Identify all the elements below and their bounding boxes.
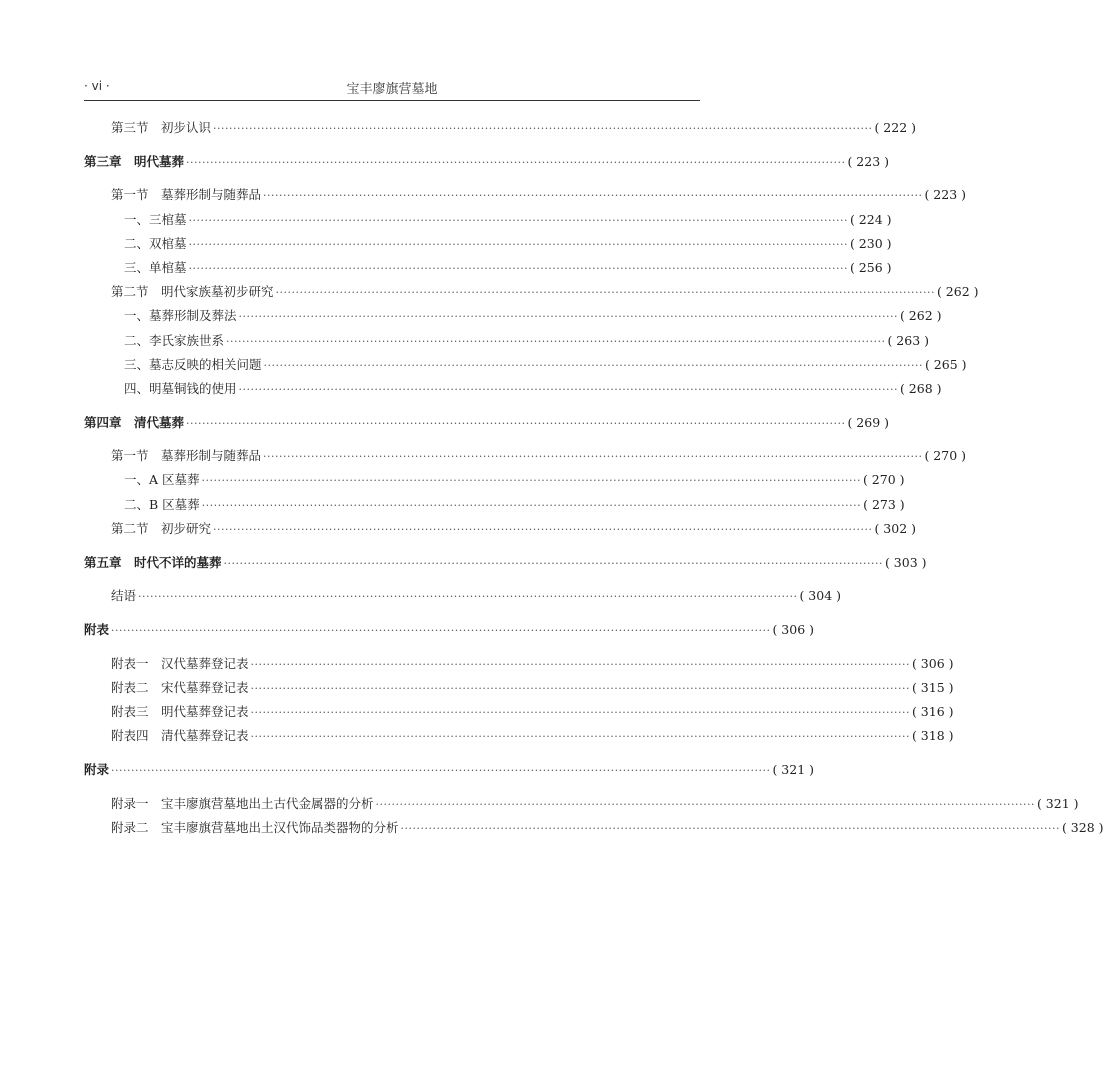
toc-page: ( 224 ) [849,211,892,227]
toc-entry[interactable] [84,256,892,280]
dot-leader: ····································································································································································· [263,450,923,464]
dot-leader: ····································································································································································· [201,498,862,512]
toc-page: ( 262 ) [936,284,979,300]
running-header [84,76,700,101]
toc-entry[interactable] [84,700,954,724]
dot-leader: ····································································································································································· [111,623,771,637]
toc-chapter[interactable] [84,758,815,782]
toc-page: ( 303 ) [884,554,927,570]
dot-leader: ····································································································································································· [188,261,848,275]
toc-label: 附录 [84,761,110,777]
toc-page: ( 328 ) [1061,819,1104,835]
toc-page: ( 321 ) [772,761,815,777]
toc-label: 第三节 初步认识 [111,120,212,135]
toc-entry[interactable] [84,652,954,676]
toc-label: 第二节 明代家族墓初步研究 [111,284,274,300]
toc-entry[interactable] [84,183,967,207]
dot-leader: ····································································································································································· [213,522,873,536]
dot-leader: ····································································································································································· [213,122,873,135]
toc-entry[interactable] [84,329,930,353]
dot-leader: ····································································································································································· [223,556,883,570]
toc-label: 二、李氏家族世系 [124,332,225,348]
dot-leader: ····································································································································································· [375,797,1035,811]
toc-page: ( 304 ) [799,588,842,604]
toc-page: ( 273 ) [863,496,905,512]
dot-leader: ····································································································································································· [400,821,1060,835]
toc-entry[interactable] [84,493,905,517]
toc-page: ( 270 ) [862,472,905,488]
toc-page: ( 268 ) [899,380,942,396]
running-title: 宝丰廖旗营墓地 [346,82,438,97]
toc-label: 附表四 清代墓葬登记表 [111,728,249,744]
toc-label: 四、明墓铜钱的使用 [124,380,237,396]
toc-page: ( 302 ) [874,520,917,536]
toc-entry[interactable] [84,724,954,748]
toc-page: ( 306 ) [772,621,815,637]
toc-page: ( 256 ) [849,259,892,275]
toc-entry[interactable] [84,444,967,468]
dot-leader: ····································································································································································· [188,213,848,227]
dot-leader: ····································································································································································· [275,286,935,300]
toc-chapter[interactable] [84,551,927,575]
toc-label: 附录一 宝丰廖旗营墓地出土古代金属器的分析 [111,795,374,811]
dot-leader: ····································································································································································· [201,474,861,488]
table-of-contents [84,116,1104,840]
toc-label: 附录二 宝丰廖旗营墓地出土汉代饰品类器物的分析 [111,819,399,835]
toc-label: 第一节 墓葬形制与随葬品 [111,448,262,464]
toc-label: 附表一 汉代墓葬登记表 [111,655,249,671]
toc-label: 一、A 区墓葬 [124,472,200,488]
dot-leader: ····································································································································································· [188,237,848,251]
toc-entry[interactable] [84,676,954,700]
toc-page: ( 262 ) [899,308,942,324]
toc-label: 附表二 宋代墓葬登记表 [111,679,249,695]
toc-label: 第五章 时代不详的墓葬 [84,554,222,570]
toc-page: ( 230 ) [849,235,892,251]
toc-page: ( 316 ) [911,703,954,719]
dot-leader: ····································································································································································· [186,416,846,430]
toc-page: ( 223 ) [847,153,890,169]
toc-label: 第一节 墓葬形制与随葬品 [111,187,262,203]
toc-page: ( 321 ) [1036,795,1079,811]
dot-leader: ····································································································································································· [250,705,910,719]
dot-leader: ····································································································································································· [111,763,771,777]
toc-page: ( 223 ) [924,187,967,203]
toc-label: 二、B 区墓葬 [124,496,200,512]
dot-leader: ····································································································································································· [138,590,798,604]
dot-leader: ····································································································································································· [263,189,923,203]
toc-entry[interactable] [84,353,967,377]
toc-entry[interactable] [84,208,892,232]
toc-entry[interactable] [84,377,942,401]
toc-entry[interactable] [84,304,942,328]
toc-page: ( 270 ) [924,448,967,464]
toc-page: ( 318 ) [911,728,954,744]
toc-entry[interactable] [84,116,917,140]
toc-chapter[interactable] [84,150,890,174]
dot-leader: ····································································································································································· [226,334,886,348]
toc-label: 三、单棺墓 [124,259,187,275]
toc-chapter[interactable] [84,618,815,642]
toc-label: 一、墓葬形制及葬法 [124,308,237,324]
toc-entry[interactable] [84,792,1079,816]
toc-page: ( 265 ) [924,356,967,372]
toc-label: 附表 [84,621,110,637]
toc-label: 第三章 明代墓葬 [84,153,185,169]
toc-label: 结语 [111,588,137,604]
dot-leader: ····································································································································································· [250,681,910,695]
toc-page: ( 263 ) [887,332,930,348]
toc-label: 附表三 明代墓葬登记表 [111,703,249,719]
toc-page: ( 315 ) [911,679,954,695]
dot-leader: ····································································································································································· [250,730,910,744]
toc-entry[interactable] [84,232,892,256]
toc-entry[interactable] [84,517,917,541]
toc-page: ( 222 ) [874,120,917,135]
dot-leader: ····································································································································································· [238,310,898,324]
toc-label: 第二节 初步研究 [111,520,212,536]
dot-leader: ····································································································································································· [263,358,923,372]
toc-entry[interactable] [84,468,905,492]
page-number: · vi · [84,79,110,93]
toc-label: 二、双棺墓 [124,235,187,251]
dot-leader: ····································································································································································· [238,382,898,396]
toc-entry[interactable] [84,280,979,304]
toc-page: ( 269 ) [847,414,890,430]
dot-leader: ····································································································································································· [250,657,910,671]
toc-entry[interactable] [84,816,1104,840]
toc-page: ( 306 ) [911,655,954,671]
toc-label: 三、墓志反映的相关问题 [124,356,262,372]
dot-leader: ····································································································································································· [186,155,846,169]
toc-chapter[interactable] [84,411,890,435]
toc-label: 一、三棺墓 [124,211,187,227]
toc-label: 第四章 清代墓葬 [84,414,185,430]
toc-entry[interactable] [84,584,842,608]
